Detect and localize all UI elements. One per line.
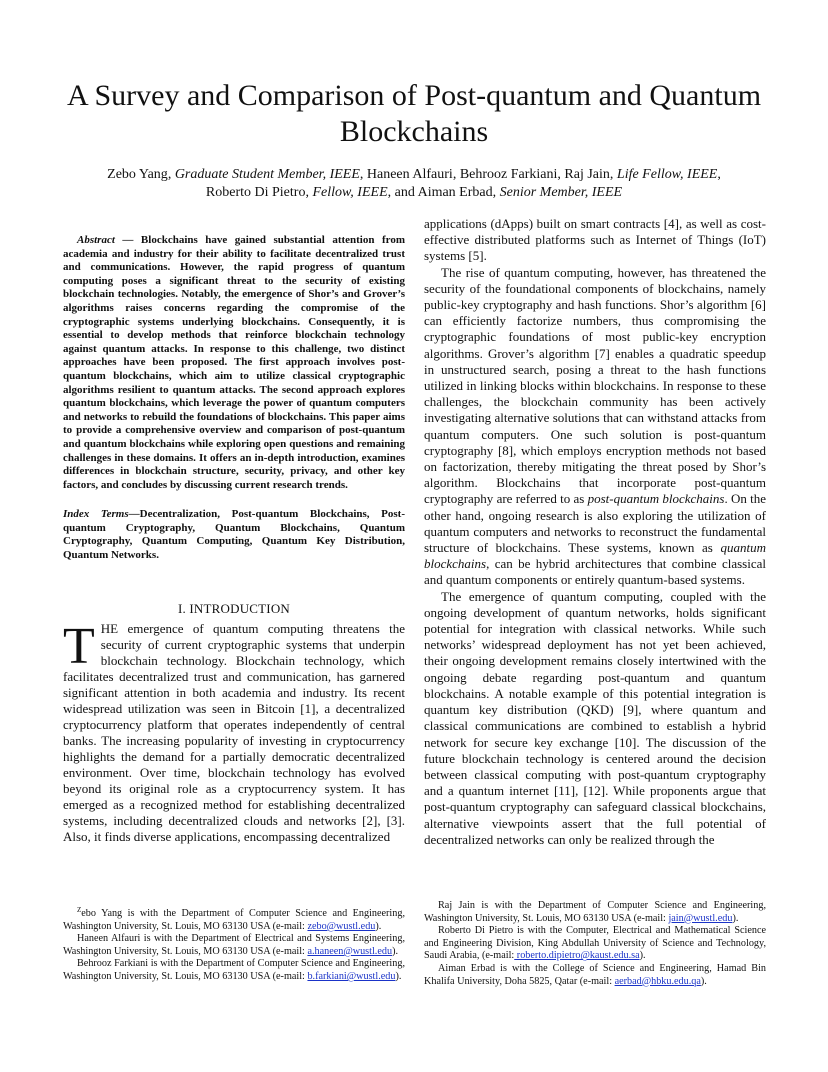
author-role: Fellow, IEEE — [312, 185, 388, 200]
footnote — [63, 958, 405, 983]
emphasis-term: post-quantum blockchains — [587, 491, 725, 507]
index-terms — [63, 508, 405, 562]
footnote — [424, 900, 766, 925]
body-paragraph: applications (dApps) built on smart contracts [4], as well as cost-effective distributed platforms such as Internet of Things (IoT) systems [5]. — [424, 216, 766, 264]
author-name: Behrooz Farkiani — [459, 167, 558, 182]
index-terms-label: Index Terms — [63, 508, 129, 521]
footnote-end: ). — [375, 920, 382, 932]
footnote-end: ). — [639, 950, 646, 962]
author-name: Raj Jain — [564, 167, 610, 182]
footnote-text: Aiman Erbad is with the College of Science and Engineering, Hamad Bin Khalifa University, Doha 5825, Qatar (e-mail: — [424, 962, 766, 987]
emphasis-term: quantum blockchains — [424, 540, 766, 572]
body-text: . On the other hand, ongoing research is also exploring the utilization of quantum computers and networks to reconstruct the fundamental structure of blockchains. These systems, known as — [424, 491, 766, 556]
drop-cap: T — [63, 617, 95, 675]
body-paragraph — [424, 265, 766, 589]
author-role: Senior Member, IEEE — [499, 185, 623, 200]
footnotes-left — [63, 904, 405, 984]
abstract — [63, 234, 405, 492]
footnote-initial: Z — [77, 906, 82, 914]
abstract-text: Blockchains have gained substantial attention from academia and industry for their ability to facilitate decentralized trust and communications. However, the rapid progress of quantum computing poses a significant threat to the security of existing blockchain technologies. Notably, the emergence of Shor’s and Grover’s algorithms raises concerns regarding the compromise of the cryptographic systems underlying blockchains. Consequently, it is essential to develop methods that reinforce blockchain technology against quantum attacks. In response to this challenge, two distinct approaches have been proposed. The first approach involves post-quantum blockchains, which aim to utilize classical cryptographic algorithms resilient to quantum attacks. The second approach explores quantum blockchains, which leverage the power of quantum computers and networks to rebuild the foundations of blockchains. This paper aims to provide a comprehensive overview and comparison of post-quantum and quantum blockchains while exploring open questions and remaining challenges in these domains. It offers an in-depth introduction, examines differences in blockchain structure, security, privacy, and other key factors, and concludes by discussing current research trends. — [63, 234, 405, 491]
abstract-dash: — — [114, 234, 141, 246]
author-name: Haneen Alfauri — [366, 167, 453, 182]
email-link[interactable]: zebo@wustl.edu — [307, 920, 376, 932]
section-heading: I. INTRODUCTION — [177, 600, 291, 616]
footnote-text: Haneen Alfauri is with the Department of Electrical and Systems Engineering, Washington University, St. Louis, MO 63130 USA (e-mail: — [63, 933, 405, 957]
footnote-text: Roberto Di Pietro is with the Computer, Electrical and Mathematical Science and Engineering Division, King Abdullah University of Science and Technology, Saudi Arabia, (e-mail: — [424, 925, 766, 962]
intro-text: HE emergence of quantum computing threatens the security of current cryptographic systems that underpin blockchain technology. Blockchain technology, which facilitates decentralized trust and communication, has garnered significant attention in both academia and industry. Its recent widespread utilization was seen in Bitcoin [1], a decentralized cryptocurrency platform that operates independently of central banks. The increasing popularity of investing in cryptocurrency highlights the demand for a partially democratic decentralized environment. Over time, blockchain technology has evolved beyond its original role as a cryptocurrency system. It has emerged as a recognized method for establishing decentralized systems, including decentralized clouds and networks [2], [3]. Also, it finds diverse applications, encompassing decentralized — [63, 620, 405, 844]
email-link[interactable]: roberto.dipietro@kaust.edu.sa — [514, 950, 640, 962]
intro-paragraph — [63, 617, 405, 845]
right-column — [424, 216, 766, 848]
footnote-end: ). — [392, 945, 399, 957]
author-role: Graduate Student Member, IEEE — [174, 167, 360, 182]
footnote-text: Raj Jain is with the Department of Computer Science and Engineering, Washington University, St. Louis, MO 63130 USA (e-mail: — [424, 900, 766, 924]
author-role: Life Fellow, IEEE — [616, 167, 718, 182]
author-list: Zebo Yang, Graduate Student Member, IEEE, Haneen Alfauri, Behrooz Farkiani, Raj Jain, Life Fellow, IEEE, Roberto Di Pietro, Fellow, IEEE, and Aiman Erbad, Senior Member, IEEE — [107, 167, 721, 200]
footnotes-right — [424, 900, 766, 988]
body-text: , can be hybrid architectures that combine classical and quantum components or entirely quantum-based systems. — [424, 556, 766, 588]
author-name: Zebo Yang — [107, 167, 168, 182]
abstract-label: Abstract — [77, 234, 115, 246]
author-name: Aiman Erbad — [417, 185, 493, 200]
paper-title: A Survey and Comparison of Post-quantum and Quantum Blockchains — [66, 79, 762, 148]
body-text: The rise of quantum computing, however, has threatened the security of the foundational components of blockchains, namely public-key cryptography and hash functions. Shor’s algorithm [6] can efficiently factorize numbers, thus compromising the cryptographic foundations of most public-key encryption algorithms. Grover’s algorithm [7] enables a quadratic speedup in unstructured search, posing a threat to the hash functions utilized in linking blocks within blockchains. In response to these challenges, the blockchain community has been actively investigating alternative solutions that can withstand attacks from quantum computers. One such solution is post-quantum cryptography [8], which employs encryption methods not based on factorization, thereby mitigating the threat posed by Shor’s algorithm. Blockchains that incorporate post-quantum cryptography are referred to as — [424, 264, 766, 507]
footnote — [63, 904, 405, 933]
footnote — [424, 963, 766, 988]
email-link[interactable]: b.farkiani@wustl.edu — [307, 970, 396, 982]
footnote-text: ebo Yang is with the Department of Computer Science and Engineering, Washington University, St. Louis, MO 63130 USA (e-mail: — [63, 908, 405, 932]
footnote — [424, 925, 766, 963]
email-link[interactable]: jain@wustl.edu — [668, 912, 733, 924]
index-terms-text: —Decentralization, Post-quantum Blockchains, Post-quantum Cryptography, Quantum Blockchains, Quantum Cryptography, Quantum Computing, Quantum Key Distribution, Quantum Networks. — [63, 508, 405, 562]
footnote-end: ). — [395, 970, 402, 982]
footnote-text: Behrooz Farkiani is with the Department of Computer Science and Engineering, Washington University, St. Louis, MO 63130 USA (e-mail: — [63, 958, 405, 982]
footnote-end: ). — [732, 912, 739, 924]
email-link[interactable]: aerbad@hbku.edu.qa — [614, 975, 701, 987]
left-column — [63, 214, 405, 845]
body-paragraph: The emergence of quantum computing, coupled with the ongoing development of quantum networks, holds significant potential for integration with classical networks. While such networks’ widespread deployment has not yet been achieved, their ongoing development remains closely intertwined with the ongoing debate regarding post-quantum and quantum blockchains. A notable example of this potential integration is quantum key distribution (QKD) [9], where quantum and classical communications are combined to establish a hybrid network for secure key exchange [10]. The discussion of the future blockchain technology is centered around the decision between classical computing with post-quantum cryptography and a quantum internet [11], [12]. While proponents argue that post-quantum cryptography can safeguard classical blockchains, alternative viewpoints assert that the full potential of decentralized networks can only be realized through the — [424, 588, 766, 847]
author-name: Roberto Di Pietro — [205, 185, 306, 200]
email-link[interactable]: a.haneen@wustl.edu — [307, 945, 393, 957]
footnote-end: ). — [700, 975, 707, 987]
footnote — [63, 933, 405, 958]
